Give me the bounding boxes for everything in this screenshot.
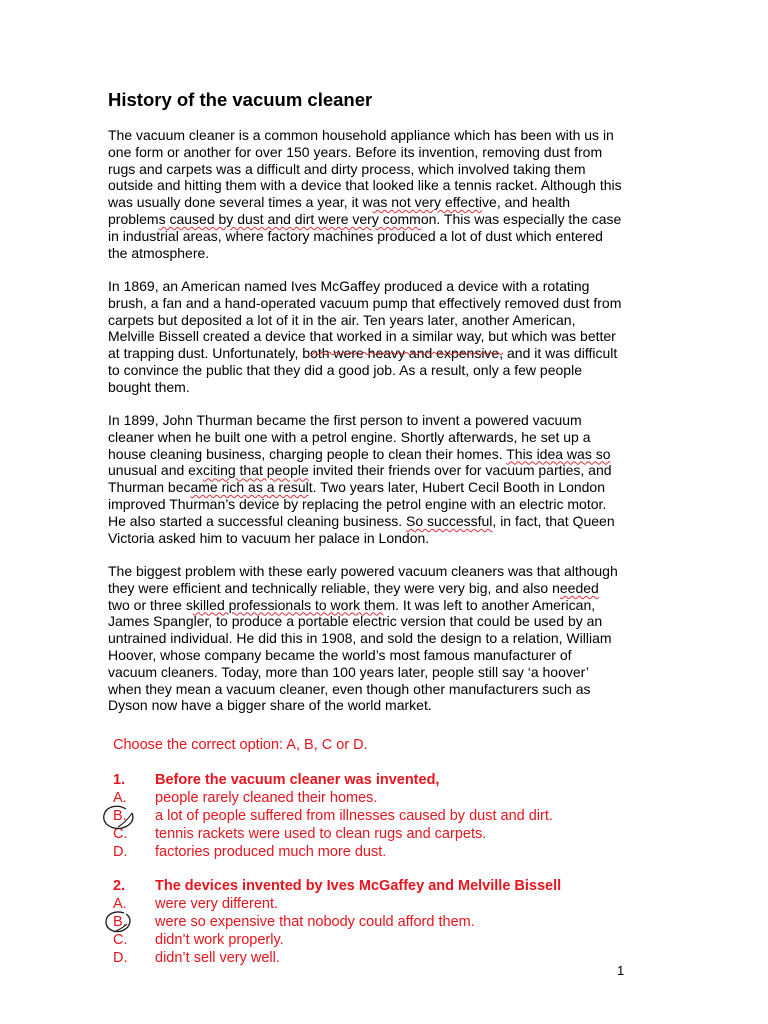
text-line	[108, 127, 648, 144]
text-line	[108, 613, 648, 630]
text-line	[108, 496, 648, 513]
document-title: History of the vacuum cleaner	[108, 89, 373, 110]
text-line	[108, 328, 648, 345]
text-line	[108, 647, 648, 664]
question-number: 2.	[113, 878, 126, 894]
page-number: 1	[617, 963, 625, 978]
paragraph-4	[108, 563, 648, 714]
option-letter: C.	[113, 826, 128, 842]
question-stem: Before the vacuum cleaner was invented,	[155, 772, 440, 788]
text-line	[108, 228, 648, 245]
text-run: carpets but deposited a lot of it in the air. Ten years later, another American,	[108, 311, 576, 328]
text-line	[108, 194, 648, 211]
quiz-instruction: Choose the correct option: A, B, C or D.	[113, 737, 368, 753]
text-line	[108, 513, 648, 530]
text-run: The biggest problem with these early powered vacuum cleaners was that although	[108, 563, 618, 579]
text-run: two or three s	[108, 596, 193, 613]
text-run: when they mean a vacuum cleaner, even though other manufacturers such as	[108, 680, 591, 697]
text-line	[108, 697, 648, 714]
text-run: untrained individual. He did this in 1908, and sold the design to a relation, William	[108, 630, 612, 647]
option-text: a lot of people suffered from illnesses caused by dust and dirt.	[155, 808, 553, 824]
text-line	[108, 177, 648, 194]
text-run: cleaner when he built one with a petrol engine. Shortly afterwards, he set up a	[108, 428, 591, 445]
text-run: on. This was especially the case	[420, 210, 622, 227]
text-line	[108, 295, 648, 312]
text-run: in industrial areas, where factory machines produced a lot of dust which entered	[108, 227, 603, 244]
text-line	[108, 345, 648, 362]
spellcheck-underline: as not very effecti	[372, 194, 483, 211]
option-text: were very different.	[155, 896, 279, 912]
text-run: house cleaning business, charging people to clean their homes.	[108, 445, 507, 462]
text-run: The vacuum cleaner is a common household appliance which has been with us in	[108, 127, 614, 143]
option-letter: D.	[113, 844, 128, 860]
text-run: invited their friends over for vacuum parties, and	[308, 462, 612, 479]
text-run: He also started a successful cleaning business.	[108, 512, 407, 529]
text-run: Victoria asked him to vacuum her palace in London.	[108, 529, 430, 546]
text-run: at trapping dust. Unfortunately, b	[108, 345, 311, 362]
option-letter: B.	[113, 914, 127, 930]
option-letter: A.	[113, 790, 127, 806]
option-letter: C.	[113, 932, 128, 948]
text-line	[108, 245, 648, 262]
option-letter: A.	[113, 896, 127, 912]
text-line	[108, 630, 648, 647]
option-text: people rarely cleaned their homes.	[155, 790, 378, 806]
text-run: ve, and health	[482, 194, 571, 211]
text-line	[108, 479, 648, 496]
text-line	[108, 681, 648, 698]
text-run: rugs and carpets was a difficult and dirty process, which involved taking them	[108, 160, 586, 177]
option-text: tennis rackets were used to clean rugs and carpets.	[155, 826, 487, 842]
option-text: didn’t sell very well.	[155, 950, 280, 966]
option-text: didn’t work properly.	[155, 932, 284, 948]
text-run: one form or another for over 150 years. Before its invention, removing dust from	[108, 143, 603, 160]
spellcheck-underline: So successful	[406, 512, 493, 529]
spellcheck-underline: s caused by dust and dirt were very comm	[158, 210, 421, 227]
question-number: 1.	[113, 772, 126, 788]
option-text: were so expensive that nobody could afford them.	[155, 914, 475, 930]
text-line	[108, 664, 648, 681]
text-run: problem	[108, 210, 159, 227]
text-line	[108, 530, 648, 547]
text-run: Hoover, whose company became the world’s most famous manufacturer of	[108, 646, 572, 663]
text-line	[108, 211, 648, 228]
strikethrough-annotation: oth were heavy and expensive,	[310, 345, 504, 362]
text-line	[108, 462, 648, 479]
option-letter: D.	[113, 950, 128, 966]
text-run: Melville Bissell created a device that worked in a similar way, but which was better	[108, 328, 616, 345]
text-run: was usually done several times a year, it w	[108, 194, 373, 211]
text-run: brush, a fan and a hand-operated vacuum pump that effectively removed dust from	[108, 294, 622, 311]
paragraph-3	[108, 412, 648, 546]
paragraph-2	[108, 278, 648, 396]
text-run: m. It was left to another American,	[383, 596, 596, 613]
text-run: In 1899, John Thurman became the first person to invent a powered vacuum	[108, 412, 582, 428]
text-run: Thurman bec	[108, 479, 191, 496]
text-run: improved Thurman’s device by replacing the petrol engine with an electric motor.	[108, 495, 607, 512]
text-line	[108, 563, 648, 580]
spellcheck-underline: eeded	[559, 579, 599, 596]
text-run: Dyson now have a bigger share of the world market.	[108, 697, 432, 714]
spellcheck-underline: This idea was so	[506, 445, 611, 462]
paragraph-1	[108, 127, 648, 261]
text-run: vacuum cleaners. Today, more than 100 years later, people still say ‘a hoover’	[108, 663, 589, 680]
text-line	[108, 446, 648, 463]
text-run: unusual and ex	[108, 462, 203, 479]
option-text: factories produced much more dust.	[155, 844, 387, 860]
text-run: , in fact, that Queen	[492, 512, 615, 529]
text-run: t. Two years later, Hubert Cecil Booth in London	[308, 479, 606, 496]
text-run: and it was difficult	[503, 345, 618, 362]
spellcheck-underline: killed professionals to work the	[192, 596, 384, 613]
option-letter: B.	[113, 808, 127, 824]
text-line	[108, 379, 648, 396]
question-stem: The devices invented by Ives McGaffey and Melville Bissell	[155, 878, 562, 894]
text-run: James Spangler, to produce a portable electric version that could be used by an	[108, 613, 603, 630]
text-line	[108, 278, 648, 295]
text-line	[108, 144, 648, 161]
text-line	[108, 597, 648, 614]
text-run: the atmosphere.	[108, 244, 210, 261]
text-run: outside and hitting them with a device that looked like a tennis racket. Although this	[108, 177, 622, 194]
text-line	[108, 580, 648, 597]
text-line	[108, 412, 648, 429]
spellcheck-underline: ame rich as a resul	[190, 479, 309, 496]
text-line	[108, 161, 648, 178]
text-line	[108, 312, 648, 329]
text-line	[108, 362, 648, 379]
text-run: to convince the public that they did a good job. As a result, only a few people	[108, 361, 582, 378]
text-run: bought them.	[108, 378, 190, 395]
text-run: they were efficient and technically reliable, they were very big, and also n	[108, 579, 560, 596]
text-line	[108, 429, 648, 446]
text-run: In 1869, an American named Ives McGaffey produced a device with a rotating	[108, 278, 590, 294]
spellcheck-underline: citing that people	[202, 462, 309, 479]
